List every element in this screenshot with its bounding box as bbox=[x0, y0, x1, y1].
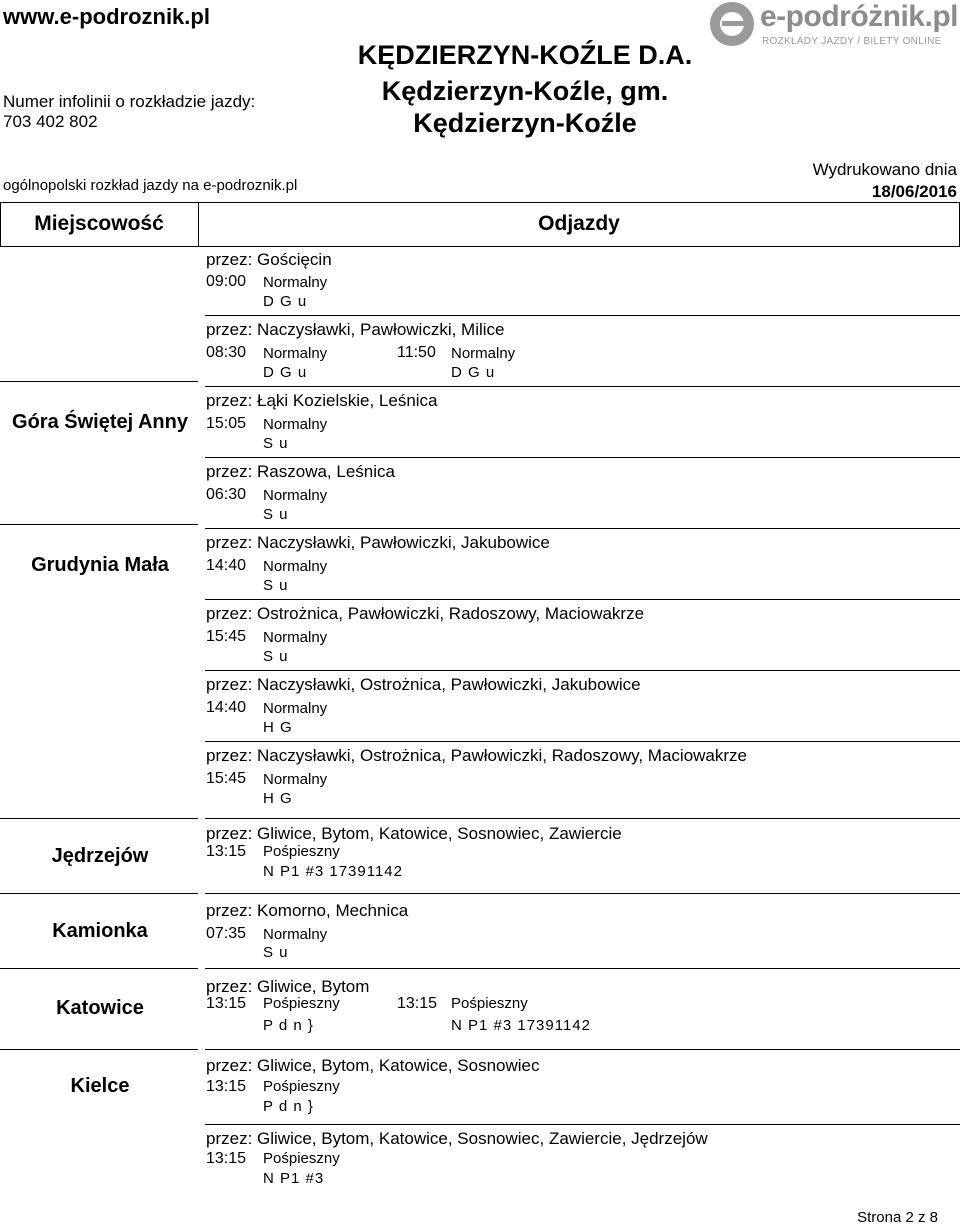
table-top-border bbox=[0, 202, 960, 203]
service-type: Normalny bbox=[263, 345, 328, 362]
departure-time: 15:45 bbox=[206, 770, 247, 787]
route-via: przez: Komorno, Mechnica bbox=[206, 901, 409, 920]
place-name: Katowice bbox=[56, 997, 144, 1019]
service-type: Normalny bbox=[451, 345, 516, 362]
departure-time: 15:05 bbox=[206, 415, 247, 432]
column-header-departures: Odjazdy bbox=[538, 212, 620, 235]
departure-time: 08:30 bbox=[206, 344, 247, 361]
service-symbols: N P1 #3 bbox=[263, 1170, 325, 1187]
place-name: Kielce bbox=[70, 1075, 130, 1097]
stop-title: KĘDZIERZYN-KOŹLE D.A. bbox=[357, 40, 693, 70]
page-number: Strona 2 z 8 bbox=[857, 1209, 938, 1226]
departure-time: 13:15 bbox=[206, 843, 247, 860]
site-url: www.e-podroznik.pl bbox=[3, 4, 210, 29]
service-symbols: S u bbox=[263, 648, 289, 665]
service-symbols: N P1 #3 17391142 bbox=[451, 1017, 591, 1034]
infoline-label: Numer infolinii o rozkładzie jazdy: bbox=[3, 92, 256, 111]
service-symbols: S u bbox=[263, 944, 289, 961]
column-header-place: Miejscowość bbox=[34, 212, 164, 235]
service-symbols: D G u bbox=[263, 364, 308, 381]
departure-time: 13:15 bbox=[206, 1078, 247, 1095]
route-via: przez: Gliwice, Bytom, Katowice, Sosnowiec bbox=[206, 1056, 540, 1075]
route-via: przez: Gliwice, Bytom, Katowice, Sosnowiec, Zawiercie, Jędrzejów bbox=[206, 1129, 708, 1148]
route-via: przez: Naczysławki, Pawłowiczki, Milice bbox=[206, 320, 505, 339]
route-via: przez: Naczysławki, Ostrożnica, Pawłowiczki, Radoszowy, Maciowakrze bbox=[206, 746, 748, 765]
service-symbols: S u bbox=[263, 506, 289, 523]
route-via: przez: Naczysławki, Pawłowiczki, Jakubowice bbox=[206, 533, 550, 552]
departure-time: 06:30 bbox=[206, 486, 247, 503]
service-type: Pośpieszny bbox=[451, 995, 528, 1012]
departure-time: 14:40 bbox=[206, 699, 247, 716]
place-name: Grudynia Mała bbox=[31, 554, 169, 576]
logo-tagline: ROZKŁADY JAZDY / BILETY ONLINE bbox=[762, 36, 942, 47]
service-type: Normalny bbox=[263, 700, 328, 717]
logo-e-icon bbox=[710, 2, 754, 46]
service-type: Normalny bbox=[263, 558, 328, 575]
service-type: Normalny bbox=[263, 487, 328, 504]
service-symbols: H G bbox=[263, 719, 293, 736]
service-type: Pośpieszny bbox=[263, 1150, 340, 1167]
service-type: Normalny bbox=[263, 771, 328, 788]
departure-time: 11:50 bbox=[397, 344, 436, 361]
route-via: przez: Łąki Kozielskie, Leśnica bbox=[206, 391, 438, 410]
departure-time: 15:45 bbox=[206, 628, 247, 645]
service-type: Normalny bbox=[263, 629, 328, 646]
route-via: przez: Naczysławki, Ostrożnica, Pawłowiczki, Jakubowice bbox=[206, 675, 641, 694]
e-podroznik-logo bbox=[708, 0, 960, 54]
service-symbols: P d n } bbox=[263, 1098, 314, 1115]
route-via: przez: Gościęcin bbox=[206, 250, 332, 269]
service-type: Normalny bbox=[263, 926, 328, 943]
service-symbols: H G bbox=[263, 790, 293, 807]
place-name: Kamionka bbox=[52, 920, 148, 942]
table-header-border bbox=[0, 246, 960, 247]
departure-time: 09:00 bbox=[206, 273, 247, 290]
service-symbols: D G u bbox=[263, 293, 308, 310]
place-name: Jędrzejów bbox=[51, 845, 149, 867]
service-symbols: P d n } bbox=[263, 1017, 314, 1034]
service-symbols: D G u bbox=[451, 364, 496, 381]
infoline-number: 703 402 802 bbox=[3, 112, 98, 131]
route-via: przez: Gliwice, Bytom bbox=[206, 977, 370, 996]
service-type: Pośpieszny bbox=[263, 995, 340, 1012]
service-symbols: S u bbox=[263, 435, 289, 452]
service-symbols: N P1 #3 17391142 bbox=[263, 863, 403, 880]
route-via: przez: Gliwice, Bytom, Katowice, Sosnowiec, Zawiercie bbox=[206, 824, 622, 843]
service-type: Pośpieszny bbox=[263, 843, 340, 860]
route-via: przez: Ostrożnica, Pawłowiczki, Radoszowy, Maciowakrze bbox=[206, 604, 645, 623]
departure-time: 13:15 bbox=[206, 1150, 247, 1167]
route-via: przez: Raszowa, Leśnica bbox=[206, 462, 395, 481]
stop-municipality: Kędzierzyn-Koźle, gm. bbox=[381, 76, 669, 106]
service-type: Normalny bbox=[263, 274, 328, 291]
service-type: Pośpieszny bbox=[263, 1078, 340, 1095]
subtitle: ogólnopolski rozkład jazdy na e-podroznik.pl bbox=[3, 177, 298, 194]
stop-city: Kędzierzyn-Koźle bbox=[413, 108, 637, 138]
service-symbols: S u bbox=[263, 577, 289, 594]
printed-label: Wydrukowano dnia bbox=[812, 160, 957, 179]
departure-time: 13:15 bbox=[397, 995, 438, 1012]
departure-time: 07:35 bbox=[206, 925, 247, 942]
departure-time: 14:40 bbox=[206, 557, 247, 574]
logo-brand-text: e-podróżnik.pl bbox=[760, 0, 958, 33]
place-name: Góra Świętej Anny bbox=[12, 411, 188, 433]
service-type: Normalny bbox=[263, 416, 328, 433]
printed-date: 18/06/2016 bbox=[871, 182, 957, 201]
departure-time: 13:15 bbox=[206, 995, 247, 1012]
